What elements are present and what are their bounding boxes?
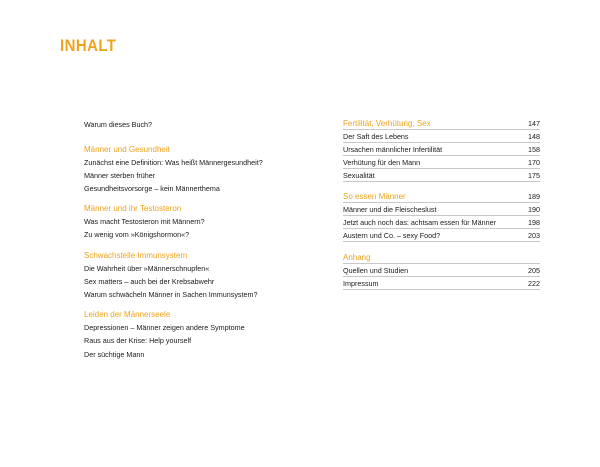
toc-entry[interactable]: Verhütung für den Mann <box>343 158 421 167</box>
toc-entry[interactable]: Ursachen männlicher Infertilität <box>343 145 443 154</box>
toc-divider <box>343 215 540 216</box>
toc-divider <box>343 155 540 156</box>
toc-entry[interactable]: Zu wenig vom »Königshormon«? <box>84 230 190 239</box>
toc-page-number: 189 <box>528 192 540 201</box>
toc-section-heading[interactable]: Männer und Gesundheit <box>84 145 170 154</box>
toc-divider <box>343 168 540 169</box>
toc-divider <box>343 241 540 242</box>
toc-section-heading[interactable]: So essen Männer <box>343 192 406 201</box>
toc-page-number: 147 <box>528 119 540 128</box>
toc-page-number: 205 <box>528 266 540 275</box>
toc-entry[interactable]: Der Saft des Lebens <box>343 132 409 141</box>
toc-section-heading[interactable]: Männer und ihr Testosteron <box>84 204 182 213</box>
toc-entry[interactable]: Impressum <box>343 279 379 288</box>
toc-page-number: 190 <box>528 205 540 214</box>
toc-divider <box>343 276 540 277</box>
toc-divider <box>343 289 540 290</box>
toc-entry[interactable]: Gesundheitsvorsorge – kein Männerthema <box>84 184 220 193</box>
toc-entry[interactable]: Warum dieses Buch? <box>84 120 153 129</box>
toc-page-number: 175 <box>528 171 540 180</box>
toc-divider <box>343 142 540 143</box>
toc-page-number: 222 <box>528 279 540 288</box>
toc-section-heading[interactable]: Schwachstelle Immunsystem <box>84 251 188 260</box>
toc-page-number: 158 <box>528 145 540 154</box>
toc-divider <box>343 181 540 182</box>
toc-entry[interactable]: Sex matters – auch bei der Krebsabwehr <box>84 277 215 286</box>
toc-entry[interactable]: Was macht Testosteron mit Männern? <box>84 217 205 226</box>
toc-entry[interactable]: Depressionen – Männer zeigen andere Symptome <box>84 323 245 332</box>
toc-entry[interactable]: Jetzt auch noch das: achtsam essen für Männer <box>343 218 497 227</box>
toc-entry[interactable]: Männer sterben früher <box>84 171 156 180</box>
toc-page-number: 198 <box>528 218 540 227</box>
toc-entry[interactable]: Warum schwächeln Männer in Sachen Immunsystem? <box>84 290 258 299</box>
page-title: INHALT <box>60 36 117 55</box>
toc-entry[interactable]: Zunächst eine Definition: Was heißt Männergesundheit? <box>84 158 263 167</box>
toc-entry[interactable]: Die Wahrheit über »Männerschnupfen« <box>84 264 210 273</box>
toc-entry[interactable]: Raus aus der Krise: Help yourself <box>84 336 192 345</box>
toc-page-number: 170 <box>528 158 540 167</box>
toc-entry[interactable]: Der süchtige Mann <box>84 350 145 359</box>
toc-entry[interactable]: Männer und die Fleischeslust <box>343 205 437 214</box>
toc-divider <box>343 263 540 264</box>
toc-section-heading[interactable]: Leiden der Männerseele <box>84 310 171 319</box>
toc-section-heading[interactable]: Anhang <box>343 253 371 262</box>
toc-divider <box>343 228 540 229</box>
toc-page-number: 148 <box>528 132 540 141</box>
toc-page-number: 203 <box>528 231 540 240</box>
toc-entry[interactable]: Quellen und Studien <box>343 266 409 275</box>
toc-entry[interactable]: Sexualität <box>343 171 375 180</box>
toc-divider <box>343 129 540 130</box>
toc-section-heading[interactable]: Fertilität, Verhütung, Sex <box>343 119 431 128</box>
toc-entry[interactable]: Austern und Co. – sexy Food? <box>343 231 441 240</box>
toc-divider <box>343 202 540 203</box>
